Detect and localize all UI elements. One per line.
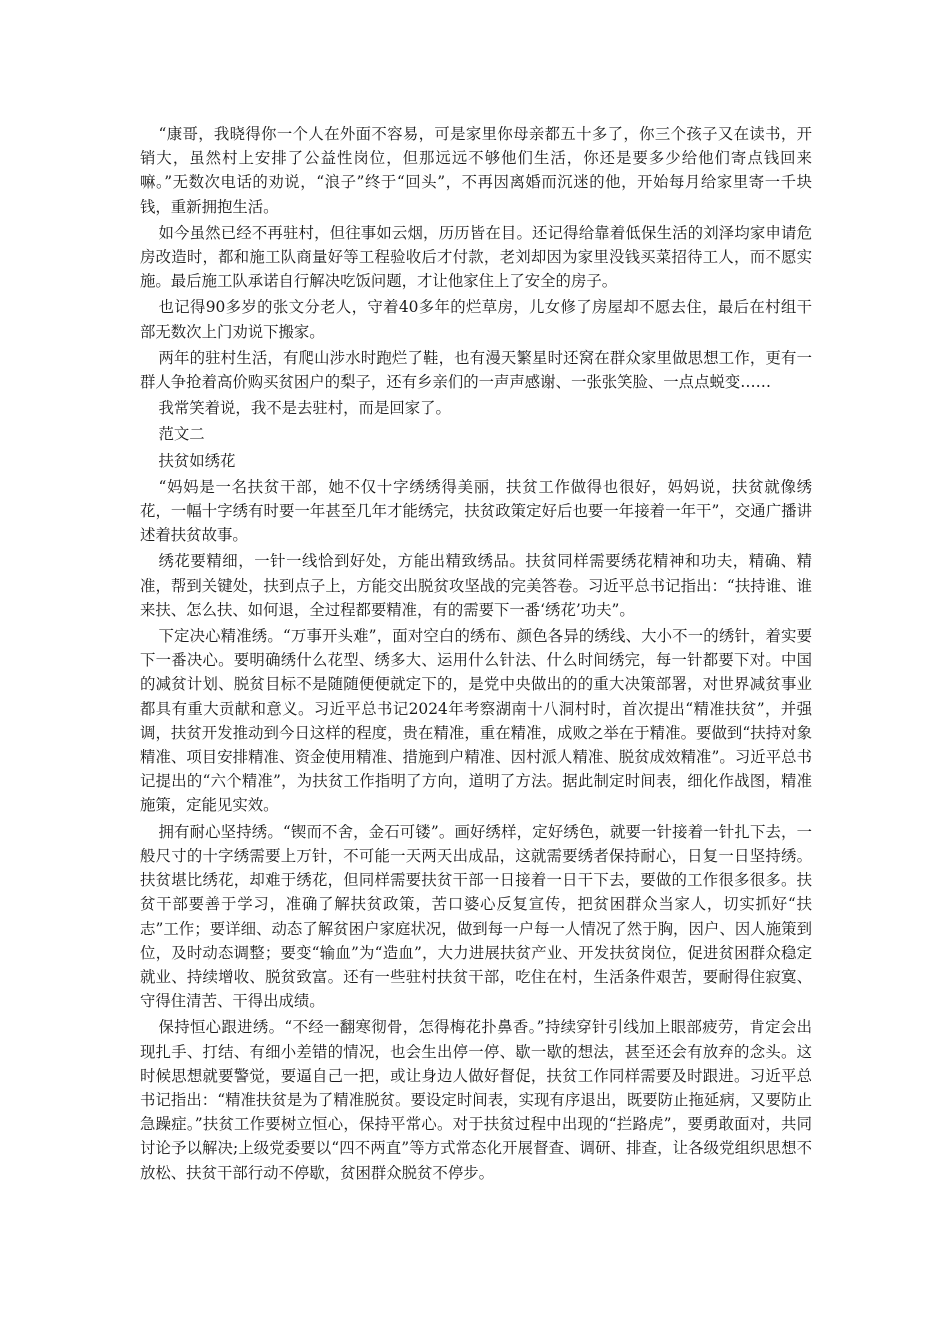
paragraph: 绣花要精细，一针一线恰到好处，方能出精致绣品。扶贫同样需要绣花精神和功夫，精确、精准，帮到关键处，扶到点子上，方能交出脱贫攻坚战的完美答卷。习近平总书记指出：“扶持谁、谁来扶、怎么扶、如何退，全过程都要精准，有的需要下一番‘绣花’功夫”。 — [140, 552, 812, 619]
paragraph: 保持恒心跟进绣。“不经一翻寒彻骨，怎得梅花扑鼻香。”持续穿针引线加上眼部疲劳，肯定会出现扎手、打结、有细小差错的情况，也会生出停一停、歇一歇的想法，甚至还会有放弃的念头。这时候思想就要警觉，要逼自己一把，或让身边人做好督促，扶贫工作同样需要及时跟进。习近平总书记指出：“精准扶贫是为了精准脱贫。要设定时间表，实现有序退出，既要防止拖延病，又要防止急躁症。”扶贫工作要树立恒心，保持平常心。对于扶贫过程中出现的“拦路虎”，要勇敢面对，共同讨论予以解决;上级党委要以“四不两直”等方式常态化开展督查、调研、排查，让各级党组织思想不放松、扶贫干部行动不停歇，贫困群众脱贫不停步。 — [140, 1018, 812, 1182]
paragraph: 拥有耐心坚持绣。“锲而不舍，金石可镂”。画好绣样，定好绣色，就要一针接着一针扎下去，一般尺寸的十字绣需要上万针，不可能一天两天出成品，这就需要绣者保持耐心，日复一日坚持绣。扶贫堪比绣花，却难于绣花，但同样需要扶贫干部一日接着一日干下去，要做的工作很多很多。扶贫干部要善于学习，准确了解扶贫政策，苦口婆心反复宣传，把贫困群众当家人，切实抓好“扶志”工作；要详细、动态了解贫困户家庭状况，做到每一户每一人情况了然于胸，因户、因人施策到位，及时动态调整；要变“输血”为“造血”，大力进展扶贫产业、开发扶贫岗位，促进贫困群众稳定就业、持续增收、脱贫致富。还有一些驻村扶贫干部，吃住在村，生活条件艰苦，要耐得住寂寞、守得住清苦、干得出成绩。 — [140, 822, 812, 1011]
paragraph: 两年的驻村生活，有爬山涉水时跑烂了鞋，也有漫天繁星时还窝在群众家里做思想工作，更有一群人争抢着高价购买贫困户的梨子，还有乡亲们的一声声感谢、一张张笑脸、一点点蜕变…… — [140, 348, 812, 392]
article-title: 扶贫如绣花 — [158, 451, 236, 470]
paragraph: 下定决心精准绣。“万事开头难”，面对空白的绣布、颜色各异的绣线、大小不一的绣针，着实要下一番决心。要明确绣什么花型、绣多大、运用什么针法、什么时间绣完，每一针都要下对。中国的减贫计划、脱贫目标不是随随便便就定下的，是党中央做出的的重大决策部署，对世界减贫事业都具有重大贡献和意义。习近平总书记2024年考察湖南十八洞村时，首次提出“精准扶贫”，并强调，扶贫开发推动到今日这样的程度，贵在精准，重在精准，成败之举在于精准。要做到“扶持对象精准、项目安排精准、资金使用精准、措施到户精准、因村派人精准、脱贫成效精准”。习近平总书记提出的“六个精准”，为扶贫工作指明了方向，道明了方法。据此制定时间表，细化作战图，精准施策，定能见实效。 — [140, 627, 812, 815]
paragraph: “妈妈是一名扶贫干部，她不仅十字绣绣得美丽，扶贫工作做得也很好，妈妈说，扶贫就像绣花，一幅十字绣有时要一年甚至几年才能绣完，扶贫政策定好后也要一年接着一年干”，交通广播讲述着扶贫故事。 — [140, 477, 812, 545]
paragraph: “康哥，我晓得你一个人在外面不容易，可是家里你母亲都五十多了，你三个孩子又在读书，开销大，虽然村上安排了公益性岗位，但那远远不够他们生活，你还是要多少给他们寄点钱回来嘛。”无数次电话的劝说，“浪子”终于“回头”，不再因离婚而沉迷的他，开始每月给家里寄一千块钱，重新拥抱生活。 — [140, 125, 812, 216]
paragraph: 也记得90多岁的张文分老人，守着40多年的烂草房，儿女修了房屋却不愿去住，最后在村组干部无数次上门劝说下搬家。 — [140, 298, 812, 341]
section-label: 范文二 — [158, 425, 205, 444]
paragraph: 如今虽然已经不再驻村，但往事如云烟，历历皆在目。还记得给靠着低保生活的刘泽均家申请危房改造时，都和施工队商量好等工程验收后才付款，老刘却因为家里没钱买菜招待工人，而不愿实施。最后施工队承诺自行解决吃饭问题，才让他家住上了安全的房子。 — [140, 223, 812, 291]
paragraph: 我常笑着说，我不是去驻村，而是回家了。 — [158, 399, 451, 418]
document-body — [140, 122, 812, 1185]
